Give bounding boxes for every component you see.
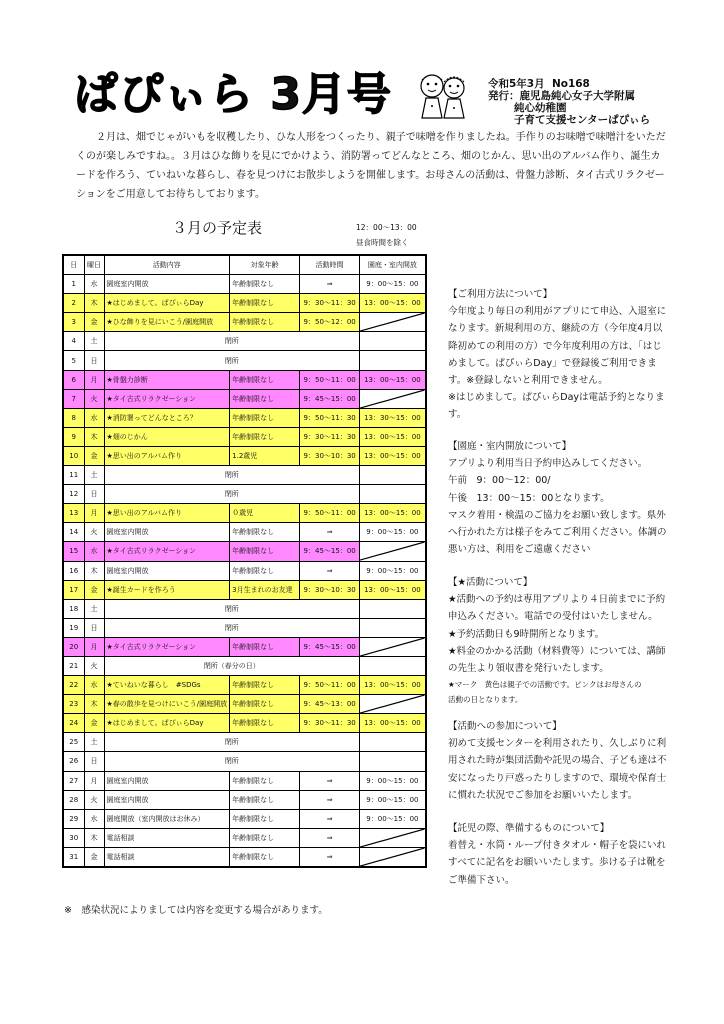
schedule-row [63, 695, 426, 714]
cell-weekday: 月 [84, 771, 104, 790]
cell-weekday: 金 [84, 446, 104, 465]
cell-age: 年齢制限なし [230, 809, 300, 828]
header-weekday: 曜日 [84, 255, 104, 275]
cell-time: ⇒ [300, 561, 360, 580]
schedule-row [63, 542, 426, 561]
cell-age: 年齢制限なし [230, 847, 300, 867]
cell-closed: 閉所 [104, 466, 360, 485]
usage-line: す。 [448, 409, 467, 421]
cell-weekday: 火 [84, 656, 104, 675]
cell-time: ⇒ [300, 809, 360, 828]
cell-age: ０歳児 [230, 504, 300, 523]
cell-activity: ★タイ古式リラクゼーション [104, 637, 230, 656]
cell-open-blank [360, 618, 426, 637]
cell-weekday: 日 [84, 485, 104, 504]
cell-open: 13：00～15：00 [360, 427, 426, 446]
cell-weekday: 木 [84, 561, 104, 580]
usage-section [448, 286, 688, 424]
cell-time: ⇒ [300, 847, 360, 867]
cell-age: 年齢制限なし [230, 313, 300, 332]
cell-activity: 園庭室内開放 [104, 790, 230, 809]
cell-weekday: 木 [84, 695, 104, 714]
schedule-row [63, 351, 426, 370]
cell-age: 年齢制限なし [230, 637, 300, 656]
cell-open-blank [360, 752, 426, 771]
cell-activity: ★春の散歩を見つけにいこう/園庭開放 [104, 695, 230, 714]
slash-mark [360, 695, 425, 713]
cell-open-blank [360, 656, 426, 675]
cell-activity: ★はじめまして。ぱぴぃらDay [104, 294, 230, 313]
publisher-line: 発行：鹿児島純心女子大学附属 [488, 90, 635, 102]
header-day: 日 [63, 255, 84, 275]
cell-time: 9：30～10：30 [300, 446, 360, 465]
cell-day: 28 [63, 790, 84, 809]
cell-age: 年齢制限なし [230, 828, 300, 847]
cell-open: 13：30～15：00 [360, 408, 426, 427]
cell-age: 年齢制限なし [230, 561, 300, 580]
usage-line: めまして。ぱぴぃらDay」で登録後ご利用できま [448, 357, 657, 369]
cell-age: 年齢制限なし [230, 714, 300, 733]
cell-age: 年齢制限なし [230, 676, 300, 695]
publisher-info [488, 78, 650, 126]
cell-age: 年齢制限なし [230, 542, 300, 561]
cell-weekday: 金 [84, 847, 104, 867]
activity-line: ★料金のかかる活動（材料費等）については、講師 [448, 645, 666, 657]
cell-activity: ★タイ古式リラクゼーション [104, 542, 230, 561]
cell-time: ⇒ [300, 523, 360, 542]
schedule-row [63, 370, 426, 389]
cell-activity: 園庭室内開放 [104, 771, 230, 790]
cell-day: 14 [63, 523, 84, 542]
schedule-row [63, 752, 426, 771]
cell-day: 8 [63, 408, 84, 427]
cell-activity: ★畑のじかん [104, 427, 230, 446]
cell-age: 年齢制限なし [230, 790, 300, 809]
cell-activity: ★ひな飾りを見にいこう/園庭開放 [104, 313, 230, 332]
cell-day: 4 [63, 332, 84, 351]
activity-note: ★マーク 黄色は親子での活動です。ピンクはお母さんの [448, 680, 642, 690]
cell-open-slash [360, 637, 426, 656]
schedule-row [63, 332, 426, 351]
cell-activity: 園庭室内開放 [104, 275, 230, 294]
schedule-row [63, 637, 426, 656]
cell-day: 17 [63, 580, 84, 599]
cell-day: 24 [63, 714, 84, 733]
cell-open-slash [360, 389, 426, 408]
slash-mark [360, 390, 425, 408]
cell-time: 9：50～11：30 [300, 408, 360, 427]
schedule-row [63, 599, 426, 618]
cell-age: 年齢制限なし [230, 523, 300, 542]
cell-day: 16 [63, 561, 84, 580]
cell-weekday: 土 [84, 466, 104, 485]
cell-weekday: 水 [84, 542, 104, 561]
cell-open: 9：00～15：00 [360, 790, 426, 809]
activity-section [448, 574, 688, 707]
cell-day: 13 [63, 504, 84, 523]
header-time: 活動時間 [300, 255, 360, 275]
cell-activity: ★思い出のアルバム作り [104, 446, 230, 465]
join-line: 用された時が集団活動や託児の場合、子ども達は不 [448, 755, 667, 767]
open-line: アプリより利用当日予約申込みしてください。 [448, 458, 648, 470]
intro-paragraph: ２月は、畑でじゃがいもを収穫したり、ひな人形をつくったり、親子で味噌を作りましたね。手作りのお味噌で味噌汁をいただくのが楽しみですね。。３月はひな飾りを見にでかけよう、消防署ってどんなところ、畑のじかん、思い出のアルバム作り、誕生カードを作ろう、ていねいな暮らし、春を見つけにお散歩しようを開催します。お母さんの活動は、骨盤力診断、タイ古式リラクゼーションをご用意してお待ちしております。 [76, 132, 666, 200]
cell-time: ⇒ [300, 771, 360, 790]
cell-time: 9：50～11：00 [300, 504, 360, 523]
cell-weekday: 日 [84, 752, 104, 771]
cell-activity: ★骨盤力診断 [104, 370, 230, 389]
cell-weekday: 月 [84, 637, 104, 656]
cell-day: 20 [63, 637, 84, 656]
cell-open-blank [360, 466, 426, 485]
activity-line: の先生より領収書を発行いたします。 [448, 663, 609, 675]
cell-time: 9：45～15：00 [300, 637, 360, 656]
cell-open: 9：00～15：00 [360, 771, 426, 790]
cell-closed: 閉所（春分の日） [104, 656, 360, 675]
cell-weekday: 水 [84, 275, 104, 294]
cell-day: 11 [63, 466, 84, 485]
schedule-row [63, 656, 426, 675]
cell-open-blank [360, 733, 426, 752]
cell-weekday: 金 [84, 714, 104, 733]
cell-open: 13：00～15：00 [360, 294, 426, 313]
cell-open-slash [360, 828, 426, 847]
publisher-line: 純心幼稚園 [514, 102, 567, 114]
schedule-table [62, 254, 427, 868]
cell-day: 25 [63, 733, 84, 752]
logo-children-illustration [410, 68, 474, 120]
cell-day: 5 [63, 351, 84, 370]
care-line: 着替え・水筒・ループ付きタオル・帽子を袋にいれ [448, 840, 667, 852]
open-line: 午後 13：00～15：00となります。 [448, 492, 610, 504]
schedule-row [63, 733, 426, 752]
cell-weekday: 土 [84, 599, 104, 618]
cell-weekday: 金 [84, 580, 104, 599]
cell-open: 13：00～15：00 [360, 446, 426, 465]
cell-weekday: 日 [84, 618, 104, 637]
cell-day: 18 [63, 599, 84, 618]
lunch-time-range: 12：00～13：00 [356, 223, 417, 232]
cell-weekday: 水 [84, 809, 104, 828]
schedule-row [63, 790, 426, 809]
cell-closed: 閉所 [104, 733, 360, 752]
cell-time: ⇒ [300, 790, 360, 809]
cell-age: 年齢制限なし [230, 771, 300, 790]
schedule-row [63, 809, 426, 828]
cell-closed: 閉所 [104, 599, 360, 618]
usage-line: す。※登録しないと利用できません。 [448, 375, 608, 387]
cell-day: 10 [63, 446, 84, 465]
schedule-row [63, 389, 426, 408]
join-title: 【活動への参加について】 [448, 721, 562, 732]
schedule-footnote: ※ 感染状況によりましては内容を変更する場合があります。 [64, 905, 328, 916]
cell-activity: ★消防署ってどんなところ？ [104, 408, 230, 427]
cell-activity: ★ていねいな暮らし #SDGs [104, 676, 230, 695]
cell-activity: 電話相談 [104, 847, 230, 867]
cell-open-slash [360, 313, 426, 332]
usage-line: ※はじめまして。ぱぴぃらDayは電話予約となりま [448, 392, 665, 404]
cell-day: 12 [63, 485, 84, 504]
cell-closed: 閉所 [104, 618, 360, 637]
usage-title: 【ご利用方法について】 [448, 289, 553, 300]
cell-day: 21 [63, 656, 84, 675]
activity-note: 活動の日となります。 [448, 695, 523, 705]
cell-open: 9：00～15：00 [360, 561, 426, 580]
cell-open-blank [360, 599, 426, 618]
open-line: へ行かれた方は様子をみてご利用ください。体調の [448, 527, 667, 539]
cell-open-blank [360, 351, 426, 370]
cell-open: 9：00～15：00 [360, 275, 426, 294]
cell-day: 15 [63, 542, 84, 561]
header-activity: 活動内容 [104, 255, 230, 275]
join-line: 初めて支援センターを利用されたり、久しぶりに利 [448, 738, 667, 750]
cell-age: 年齢制限なし [230, 370, 300, 389]
schedule-row [63, 676, 426, 695]
activity-line: ★予約活動日も9時開所となります。 [448, 628, 605, 640]
cell-time: 9：45～13：00 [300, 695, 360, 714]
cell-weekday: 金 [84, 313, 104, 332]
schedule-header-row [63, 255, 426, 275]
cell-open-blank [360, 485, 426, 504]
care-title: 【託児の際、準備するものについて】 [448, 823, 610, 834]
schedule-title: ３月の予定表 [172, 219, 263, 237]
cell-time: 9：50～11：00 [300, 676, 360, 695]
cell-time: 9：30～11：30 [300, 714, 360, 733]
slash-mark [360, 829, 425, 847]
cell-day: 31 [63, 847, 84, 867]
cell-activity: ★はじめまして。ぱぴぃらDay [104, 714, 230, 733]
cell-day: 22 [63, 676, 84, 695]
lunch-time-label: 昼食時間を除く [356, 238, 409, 247]
schedule-row [63, 504, 426, 523]
publisher-line: 子育て支援センターぱぴぃら [514, 114, 651, 126]
cell-time: 9：30～10：30 [300, 580, 360, 599]
cell-age: 年齢制限なし [230, 427, 300, 446]
issue-number: No168 [551, 78, 590, 90]
cell-day: 1 [63, 275, 84, 294]
schedule-row [63, 847, 426, 867]
usage-line: なります。新規利用の方、継続の方（今年度4月以 [448, 323, 663, 335]
cell-weekday: 日 [84, 351, 104, 370]
cell-age: 年齢制限なし [230, 294, 300, 313]
schedule-row [63, 714, 426, 733]
cell-day: 26 [63, 752, 84, 771]
cell-closed: 閉所 [104, 485, 360, 504]
schedule-row [63, 313, 426, 332]
cell-open: 9：00～15：00 [360, 523, 426, 542]
schedule-row [63, 580, 426, 599]
cell-time: 9：45～15：00 [300, 542, 360, 561]
cell-weekday: 木 [84, 427, 104, 446]
cell-open: 13：00～15：00 [360, 676, 426, 695]
open-line: 悪い方は、利用をご遠慮ください [448, 544, 591, 556]
slash-mark [360, 313, 425, 331]
activity-title: 【★活動について】 [448, 577, 533, 588]
cell-open: 13：00～15：00 [360, 580, 426, 599]
cell-open: 13：00～15：00 [360, 714, 426, 733]
cell-open-blank [360, 332, 426, 351]
schedule-row [63, 466, 426, 485]
cell-activity: 園庭室内開放 [104, 561, 230, 580]
slash-mark [360, 638, 425, 656]
cell-activity: ★誕生カードを作ろう [104, 580, 230, 599]
cell-weekday: 月 [84, 504, 104, 523]
schedule-row [63, 771, 426, 790]
cell-weekday: 木 [84, 294, 104, 313]
schedule-row [63, 446, 426, 465]
cell-open-slash [360, 847, 426, 867]
cell-weekday: 水 [84, 676, 104, 695]
cell-day: 9 [63, 427, 84, 446]
cell-weekday: 月 [84, 370, 104, 389]
cell-age: 年齢制限なし [230, 389, 300, 408]
schedule-row [63, 828, 426, 847]
schedule-row [63, 485, 426, 504]
schedule-row [63, 408, 426, 427]
cell-day: 27 [63, 771, 84, 790]
join-section [448, 718, 688, 804]
activity-line: 申込みください。電話での受付はいたしません。 [448, 611, 658, 623]
cell-time: 9：50～12：00 [300, 313, 360, 332]
cell-open: 9：00～15：00 [360, 809, 426, 828]
cell-open-slash [360, 695, 426, 714]
cell-closed: 閉所 [104, 752, 360, 771]
header-age: 対象年齢 [230, 255, 300, 275]
cell-activity: 電話相談 [104, 828, 230, 847]
cell-weekday: 火 [84, 790, 104, 809]
open-section [448, 438, 688, 558]
cell-activity: ★タイ古式リラクゼーション [104, 389, 230, 408]
cell-day: 2 [63, 294, 84, 313]
cell-open: 13：00～15：00 [360, 504, 426, 523]
cell-weekday: 水 [84, 408, 104, 427]
cell-weekday: 土 [84, 733, 104, 752]
cell-day: 3 [63, 313, 84, 332]
join-line: に慣れた状況でご参加をお願いいたします。 [448, 789, 638, 801]
cell-age: 年齢制限なし [230, 695, 300, 714]
usage-line: 今年度より毎日の利用がアプリにて申込、入退室に [448, 306, 667, 318]
cell-activity: 園庭室内開放 [104, 523, 230, 542]
activity-line: ★活動への予約は専用アプリより４日前までに予約 [448, 594, 666, 606]
cell-day: 23 [63, 695, 84, 714]
cell-age: 1.2歳児 [230, 446, 300, 465]
schedule-row [63, 618, 426, 637]
cell-day: 29 [63, 809, 84, 828]
schedule-row [63, 523, 426, 542]
care-line: ご準備下さい。 [448, 874, 515, 886]
join-line: 安になったり戸惑ったりしますので、環境や保育士 [448, 772, 667, 784]
issue-date: 令和5年3月 [488, 78, 545, 90]
cell-weekday: 土 [84, 332, 104, 351]
cell-closed: 閉所 [104, 332, 360, 351]
care-section [448, 820, 688, 889]
cell-time: ⇒ [300, 275, 360, 294]
cell-time: 9：30～11：30 [300, 294, 360, 313]
slash-mark [360, 542, 425, 560]
cell-time: ⇒ [300, 828, 360, 847]
cell-age: 年齢制限なし [230, 275, 300, 294]
cell-day: 7 [63, 389, 84, 408]
cell-weekday: 火 [84, 389, 104, 408]
cell-day: 30 [63, 828, 84, 847]
care-line: すべてに記名をお願いいたします。歩ける子は靴を [448, 857, 666, 869]
cell-time: 9：45～15：00 [300, 389, 360, 408]
cell-age: 年齢制限なし [230, 408, 300, 427]
cell-open-slash [360, 542, 426, 561]
cell-activity: ★思い出のアルバム作り [104, 504, 230, 523]
cell-open: 13：00～15：00 [360, 370, 426, 389]
newsletter-title: ぱぴぃら 3月号 [74, 69, 392, 120]
open-title: 【園庭・室内開放について】 [448, 441, 572, 452]
slash-mark [360, 848, 425, 866]
cell-closed: 閉所 [104, 351, 360, 370]
cell-weekday: 火 [84, 523, 104, 542]
schedule-row [63, 561, 426, 580]
usage-line: 降初めての利用の方）で今年度利用の方は、「はじ [448, 340, 662, 352]
cell-age: 3月生まれのお友達 [230, 580, 300, 599]
cell-time: 9：50～11：00 [300, 370, 360, 389]
cell-activity: 園庭開放（室内開放はお休み） [104, 809, 230, 828]
schedule-row [63, 427, 426, 446]
schedule-row [63, 275, 426, 294]
cell-weekday: 木 [84, 828, 104, 847]
header-open: 園庭・室内開放 [360, 255, 426, 275]
schedule-row [63, 294, 426, 313]
cell-day: 6 [63, 370, 84, 389]
cell-day: 19 [63, 618, 84, 637]
open-line: 午前 9：00～12：00/ [448, 475, 551, 487]
open-line: マスク着用・検温のご協力をお願い致します。県外 [448, 509, 666, 521]
schedule-time-note [356, 220, 417, 250]
cell-time: 9：30～11：30 [300, 427, 360, 446]
